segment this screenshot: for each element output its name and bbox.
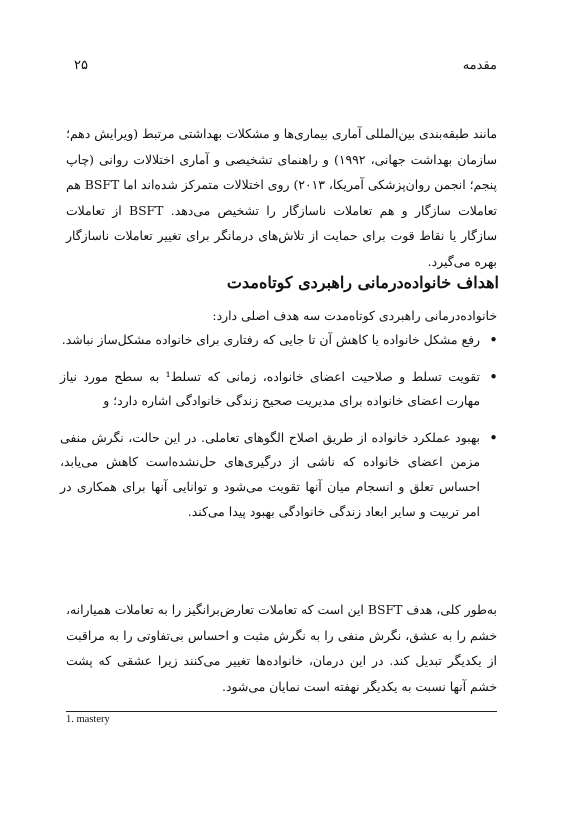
page-number: ۲۵ — [74, 58, 88, 73]
list-item: • تقویت تسلط و صلاحیت اعضای خانواده، زمانی که تسلط¹ به سطح مورد نیاز مهارت اعضای خانواده برای مدیریت صحیح زندگی خانوادگی اشاره دارد؛ و — [60, 365, 480, 414]
running-header-title: مقدمه — [462, 58, 497, 73]
footnote: 1. mastery — [66, 714, 110, 725]
intro-sentence: خانواده‌درمانی راهبردی کوتاه‌مدت سه هدف اصلی دارد: — [212, 308, 497, 323]
goals-list — [60, 328, 480, 536]
paragraph-summary: به‌طور کلی، هدف BSFT این است که تعاملات تعارض‌برانگیز را به تعاملات همیارانه، خشم را به عشق، نگرش منفی را به نگرش مثبت و احساس بی‌تفاوتی را به مراقبت از یکدیگر تبدیل کند. در این درمان، خانواده‌ها تغییر می‌کنند زیرا عشقی که پشت خشم آنها نسبت به یکدیگر نهفته است نمایان می‌شود. — [66, 602, 497, 694]
list-item: • بهبود عملکرد خانواده از طریق اصلاح الگوهای تعاملی. در این حالت، نگرش منفی مزمن اعضای خانواده که ناشی از درگیری‌های حل‌نشده‌است کاهش می‌یابد، احساس تعلق و انسجام میان آنها تقویت می‌شود و توانایی آنها برای همکاری در امر تربیت و سایر ابعاد زندگی خانوادگی بهبود پیدا می‌کند. — [60, 426, 480, 524]
footnote-divider — [66, 711, 497, 712]
paragraph-classification: مانند طبقه‌بندی بین‌المللی آماری بیماری‌ها و مشکلات بهداشتی مرتبط (ویرایش دهم؛ سازمان بهداشت جهانی، ۱۹۹۲) و راهنمای تشخیصی و آماری اختلالات روانی (چاپ پنجم؛ انجمن روان‌پزشکی آمریکا، ۲۰۱۳) روی اختلالات متمرکز شده‌اند اما BSFT هم تعاملات سازگار و هم تعاملات ناسازگار را تشخیص می‌دهد. BSFT از تعاملات سازگار یا نقاط قوت برای حمایت از تلاش‌های درمانگر برای تغییر تعاملات ناسازگار بهره می‌گیرد. — [66, 126, 497, 269]
section-heading: اهداف خانواده‌درمانی راهبردی کوتاه‌مدت — [226, 273, 499, 292]
list-item: • رفع مشکل خانواده یا کاهش آن تا جایی که رفتاری برای خانواده مشکل‌ساز نباشد. — [60, 328, 480, 353]
